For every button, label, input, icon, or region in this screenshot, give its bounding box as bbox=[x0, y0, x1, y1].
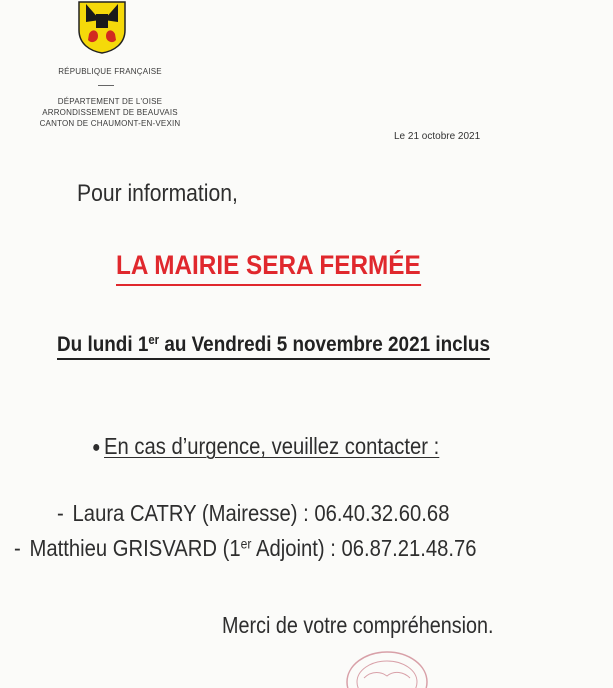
canton-line: CANTON DE CHAUMONT-EN-VEXIN bbox=[39, 119, 181, 128]
contact-row-mayor: - Laura CATRY (Mairesse) : 06.40.32.60.68 bbox=[57, 500, 450, 526]
dash-icon: - bbox=[14, 535, 21, 561]
closure-title: LA MAIRIE SERA FERMÉE bbox=[116, 250, 421, 286]
intro-text: Pour information, bbox=[77, 180, 238, 207]
contact-phone: 06.40.32.60.68 bbox=[314, 500, 450, 526]
contact-name-end: Adjoint) bbox=[251, 535, 325, 561]
period-start: Du lundi 1 bbox=[57, 333, 149, 356]
arrondissement-line: ARRONDISSEMENT DE BEAUVAIS bbox=[42, 108, 178, 117]
department-line: DÉPARTEMENT DE L'OISE bbox=[57, 97, 163, 106]
contact-row-deputy: - Matthieu GRISVARD (1er Adjoint) : 06.87.21.48.76 bbox=[14, 535, 477, 561]
emergency-text: En cas d’urgence, veuillez contacter : bbox=[104, 433, 440, 459]
dash-icon: - bbox=[57, 500, 64, 526]
contact-name: Laura CATRY (Mairesse) bbox=[72, 500, 298, 526]
republic-label: RÉPUBLIQUE FRANÇAISE bbox=[58, 67, 162, 76]
contact-phone: 06.87.21.48.76 bbox=[341, 535, 477, 561]
closing-text: Merci de votre compréhension. bbox=[222, 612, 494, 638]
closure-period bbox=[57, 333, 490, 360]
document-date: Le 21 octobre 2021 bbox=[394, 131, 481, 142]
period-end: au Vendredi 5 novembre 2021 inclus bbox=[159, 333, 490, 356]
administrative-block bbox=[30, 96, 190, 129]
contact-name-sup: er bbox=[240, 536, 252, 552]
coat-of-arms-icon bbox=[76, 0, 128, 54]
period-sup: er bbox=[148, 333, 160, 348]
contact-name: Matthieu GRISVARD (1 bbox=[29, 535, 241, 561]
emergency-heading bbox=[92, 433, 439, 460]
seal-stamp-icon bbox=[342, 648, 432, 688]
title-wrapper bbox=[116, 250, 455, 286]
bullet-icon: ● bbox=[92, 439, 101, 456]
header-divider bbox=[98, 85, 114, 86]
